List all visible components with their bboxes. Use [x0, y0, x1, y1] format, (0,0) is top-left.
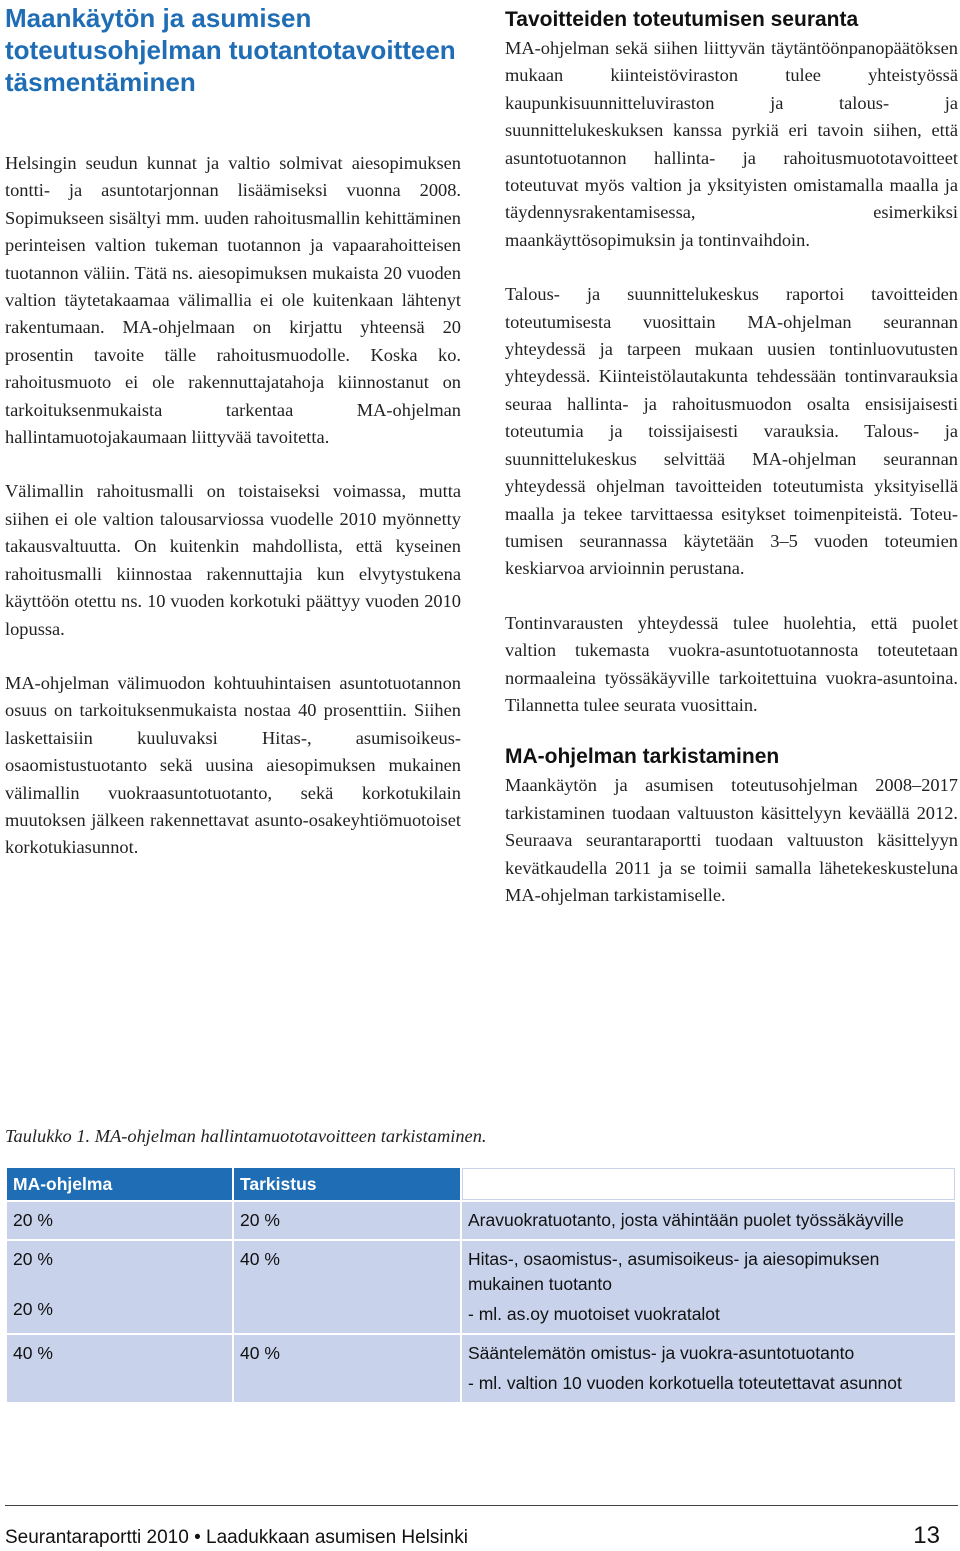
paragraph: Talous- ja suunnittelukeskus raportoi tavoitteiden toteutumisesta vuosittain MA-ohjelman seurannan yhteydessä ja tarpeen mukaan uusien tontinluovutusten yhteydessä. Kiinteistölautakunta tehdessään tontinvarauksia seuraa hallinta- ja rahoitusmuodon osalta ensisijaisesti toteutumia ja toissijaisesti varauksia. Talous- ja suunnittelukeskus selvittää MA-ohjelman seurannan yhteydessä ohjelman tavoitteiden toteutumista yksityisellä maalla ja tekee tarvittaessa esitykset toimenpiteistä. Toteutumisen seurannassa käytetään 3–5 vuoden toteumien keskiarvoa arvioinnin perustana. [505, 284, 958, 579]
paragraph: Maankäytön ja asumisen toteutusohjelman 2008–2017 tarkistaminen tuodaan valtuuston käsittelyyn keväällä 2012. Seuraava seurantaraportti tuodaan valtuuston käsittelyyn kevätkaudella 2011 ja se toimii samalla lähetekeskusteluna MA-ohjelman tarkistamiselle. [505, 775, 958, 905]
cell-text: 40 % [13, 1343, 53, 1363]
cell-text: - ml. valtion 10 vuoden korkotuella toteutettavat asunnot [468, 1373, 902, 1393]
cell-ma [7, 1335, 232, 1402]
cell-text: 40 % [240, 1343, 280, 1363]
table-row [7, 1241, 955, 1333]
paragraph: MA-ohjelman välimuodon kohtuuhintaisen asuntotuotannon osuus on tarkoituksenmukaista nostaa 40 prosenttiin. Siihen laskettaisiin kuuluvaksi Hitas-, asumisoikeus- osaomistustuotanto sekä uusina aiesopimuksen mukainen välimallin vuokraasuntotuotanto, sekä korkotukilain muutoksen jälkeen rakennettavat asunto-osakeyhtiömuotoiset korkotukiasunnot. [5, 672, 461, 858]
cell-text: Sääntelemätön omistus- ja vuokra-asuntotuotanto [468, 1343, 855, 1363]
cell-ma [7, 1202, 232, 1239]
column-header-ma-ohjelma: MA-ohjelma [7, 1168, 232, 1200]
cell-text: Aravuokratuotanto, josta vähintään puolet työssäkäyville [468, 1210, 904, 1230]
page-number: 13 [913, 1522, 940, 1549]
table-row [7, 1335, 955, 1402]
cell-text: 20 % [13, 1249, 53, 1269]
table-caption: Taulukko 1. MA-ohjelman hallintamuototavoitteen tarkistaminen. [5, 1126, 487, 1146]
paragraph: Helsingin seudun kunnat ja valtio solmivat aiesopimuksen tontti- ja asuntotarjonnan lisäämiseksi vuonna 2008. Sopimukseen sisältyi mm. uuden rahoitusmallin kehittäminen perinteisen valtion tukeman tuotannon ja vapaarahoitteisen tuotannon väliin. Tätä ns. aiesopimuksen mukaista 20 vuoden valtion täytetakaamaa välimallia ei ole kuitenkaan lähtenyt rakentumaan. MA-ohjelmaan on kirjattu yhteensä 20 prosentin tavoite tälle rahoitusmuodolle. Koska ko. rahoitusmuoto ei ole rakennuttajatahoja kiinnostanut on tarkoituksenmukaista tarkentaa MA-ohjelman hallintamuotojakaumaan liittyvää tavoitetta. [5, 153, 461, 448]
cell-text: Hitas-, osaomistus-, asumisoikeus- ja aiesopimuksen mukainen tuotanto [468, 1249, 880, 1294]
cell-text: 20 % [13, 1299, 53, 1319]
table-row [7, 1202, 955, 1239]
paragraph: Tontinvarausten yhteydessä tulee huolehtia, että puolet valtion tukemasta vuokra-asuntotuotannosta toteutetaan normaaleina työssäkäyville tarkoitettuina vuokra-asuntoina. Tilannetta tulee seurata vuosittain. [505, 612, 958, 715]
column-header-description [462, 1168, 955, 1200]
paragraph: Välimallin rahoitusmalli on toistaiseksi voimassa, mutta siihen ei ole valtion talousarviossa vuodelle 2010 myönnetty takausvaltuutta. On kuitenkin mahdollista, että kyseinen rahoitusmalli kiinnostaa rakennuttajia kun elvytystukena käyttöön otettu ns. 10 vuoden korkotuki päättyy vuoden 2010 lopussa. [5, 481, 461, 639]
right-column [505, 0, 958, 909]
column-header-tarkistus: Tarkistus [234, 1168, 460, 1200]
goals-table [5, 1166, 957, 1404]
cell-description [462, 1335, 955, 1402]
cell-text: 40 % [240, 1249, 280, 1269]
page-title: Maankäytön ja asumisen toteutusohjelman tuotantotavoitteen täsmentäminen [5, 3, 456, 97]
cell-tarkistus [234, 1335, 460, 1402]
cell-ma [7, 1241, 232, 1333]
cell-description [462, 1241, 955, 1333]
footer-text: Seurantaraportti 2010 • Laadukkaan asumisen Helsinki [5, 1527, 468, 1548]
section-heading-seuranta: Tavoitteiden toteutumisen seuranta [505, 8, 859, 31]
left-column [5, 0, 461, 862]
footer-divider [5, 1505, 958, 1506]
section-heading-tarkistaminen: MA-ohjelman tarkistaminen [505, 745, 780, 769]
cell-tarkistus [234, 1241, 460, 1333]
table-header-row [7, 1168, 955, 1200]
cell-text: 20 % [240, 1210, 280, 1230]
cell-text: - ml. as.oy muotoiset vuokratalot [468, 1304, 720, 1324]
cell-tarkistus [234, 1202, 460, 1239]
cell-text: 20 % [13, 1210, 53, 1230]
cell-description [462, 1202, 955, 1239]
paragraph: MA-ohjelman sekä siihen liittyvän täytäntöönpanopäätöksen mukaan kiinteistöviraston tulee yhteistyössä kaupunkisuunnitteluviraston ja talous- ja suunnittelukeskuksen kanssa pyrkiä eri tavoin siihen, että asuntotuotannon hallinta- ja rahoitusmuototavoitteet toteutuvat myös valtion ja yksityisten omistamalla maalla ja täydennysrakentamisessa, esimerkiksi maankäyttösopimuksin ja tontinvaihdoin. [505, 38, 958, 250]
